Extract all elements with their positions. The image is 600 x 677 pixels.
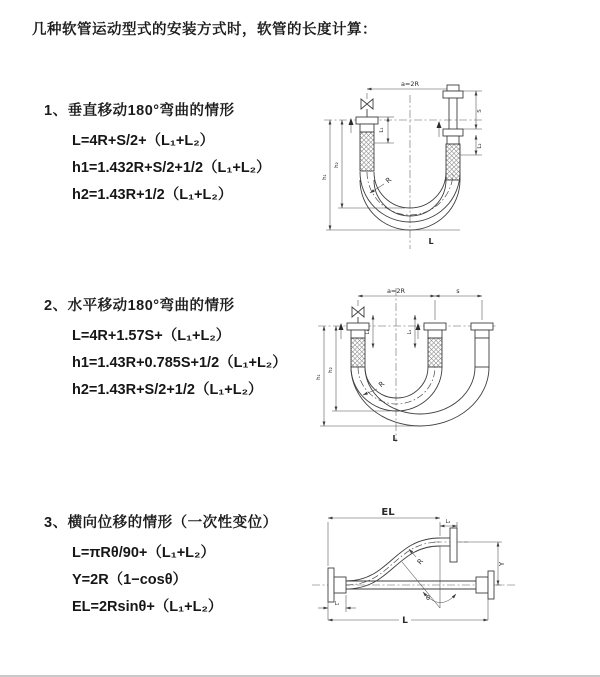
dim-label-h2: h₂ <box>334 162 340 168</box>
dim-label-l1: L₁ <box>379 127 385 133</box>
length-label: L <box>402 616 408 626</box>
section-2-formulas <box>44 323 287 404</box>
formula: L=πRθ/90+（L₁+L₂） <box>72 545 215 561</box>
angle-label: θ <box>426 594 430 602</box>
diagram-vertical-bend <box>310 77 600 257</box>
dim-label-l1: L₁ <box>365 329 371 335</box>
section-1-heading: 1、垂直移动180°弯曲的情形 <box>44 103 235 119</box>
formula: h2=1.43R+1/2（L₁+L₂） <box>72 187 233 203</box>
dim-label-l1: L₁ <box>334 601 340 607</box>
up-arrow-icon <box>339 323 344 339</box>
dim-label-l2: L₂ <box>477 143 483 149</box>
formula: L=4R+1.57S+（L₁+L₂） <box>72 328 231 344</box>
dim-label-l2: L₂ <box>445 519 451 525</box>
length-label: L <box>392 434 398 443</box>
dim-label-h1: h₁ <box>316 374 322 380</box>
formula: h2=1.43R+S/2+1/2（L₁+L₂） <box>72 382 263 398</box>
dim-label-h1: h₁ <box>322 174 328 180</box>
braided-hose-middle <box>428 338 442 367</box>
up-arrow-icon <box>416 323 421 339</box>
formula: h1=1.432R+S/2+1/2（L₁+L₂） <box>72 160 271 176</box>
formula: Y=2R（1−cosθ） <box>72 572 188 588</box>
dim-label-h2: h₂ <box>328 367 334 373</box>
page-title: 几种软管运动型式的安装方式时，软管的长度计算： <box>32 22 377 38</box>
radius-label: R <box>415 557 426 567</box>
hose-position-outline <box>475 338 489 367</box>
length-label: L <box>428 237 434 246</box>
formula: h1=1.43R+0.785S+1/2（L₁+L₂） <box>72 355 287 371</box>
radius-label: R <box>377 379 387 390</box>
formula: EL=2Rsinθ+（L₁+L₂） <box>72 599 223 615</box>
diagram-horizontal-bend <box>310 282 600 452</box>
diagram-lateral-displacement-svg <box>300 500 600 645</box>
section-2-heading: 2、水平移动180°弯曲的情形 <box>44 298 235 314</box>
dim-label-y: Y <box>498 561 506 567</box>
braided-hose-left <box>351 338 365 367</box>
dim-label-a2r: a=2R <box>386 287 406 295</box>
valve-icon <box>352 307 364 323</box>
up-arrow-icon <box>349 118 354 133</box>
dim-label-s: S <box>477 109 483 113</box>
section-3 <box>44 512 278 621</box>
diagram-horizontal-bend-svg <box>310 282 600 452</box>
valve-icon <box>361 99 373 117</box>
formula: L=4R+S/2+（L₁+L₂） <box>72 133 215 149</box>
diagram-lateral-displacement <box>300 500 600 645</box>
radius-label: R <box>384 175 394 186</box>
dim-label-el: EL <box>381 507 395 518</box>
dim-label-l2: L₂ <box>407 329 413 335</box>
dim-label-a2r: a=2R <box>400 80 420 88</box>
section-1 <box>44 100 271 209</box>
diagram-vertical-bend-svg <box>310 77 600 257</box>
dim-label-s: s <box>456 287 460 295</box>
section-3-formulas <box>44 540 278 621</box>
section-1-formulas <box>44 128 271 209</box>
section-2 <box>44 295 287 404</box>
braided-hose-left <box>360 132 374 171</box>
section-3-heading: 3、横向位移的情形（一次性变位） <box>44 515 278 531</box>
up-arrow-icon <box>437 121 442 137</box>
